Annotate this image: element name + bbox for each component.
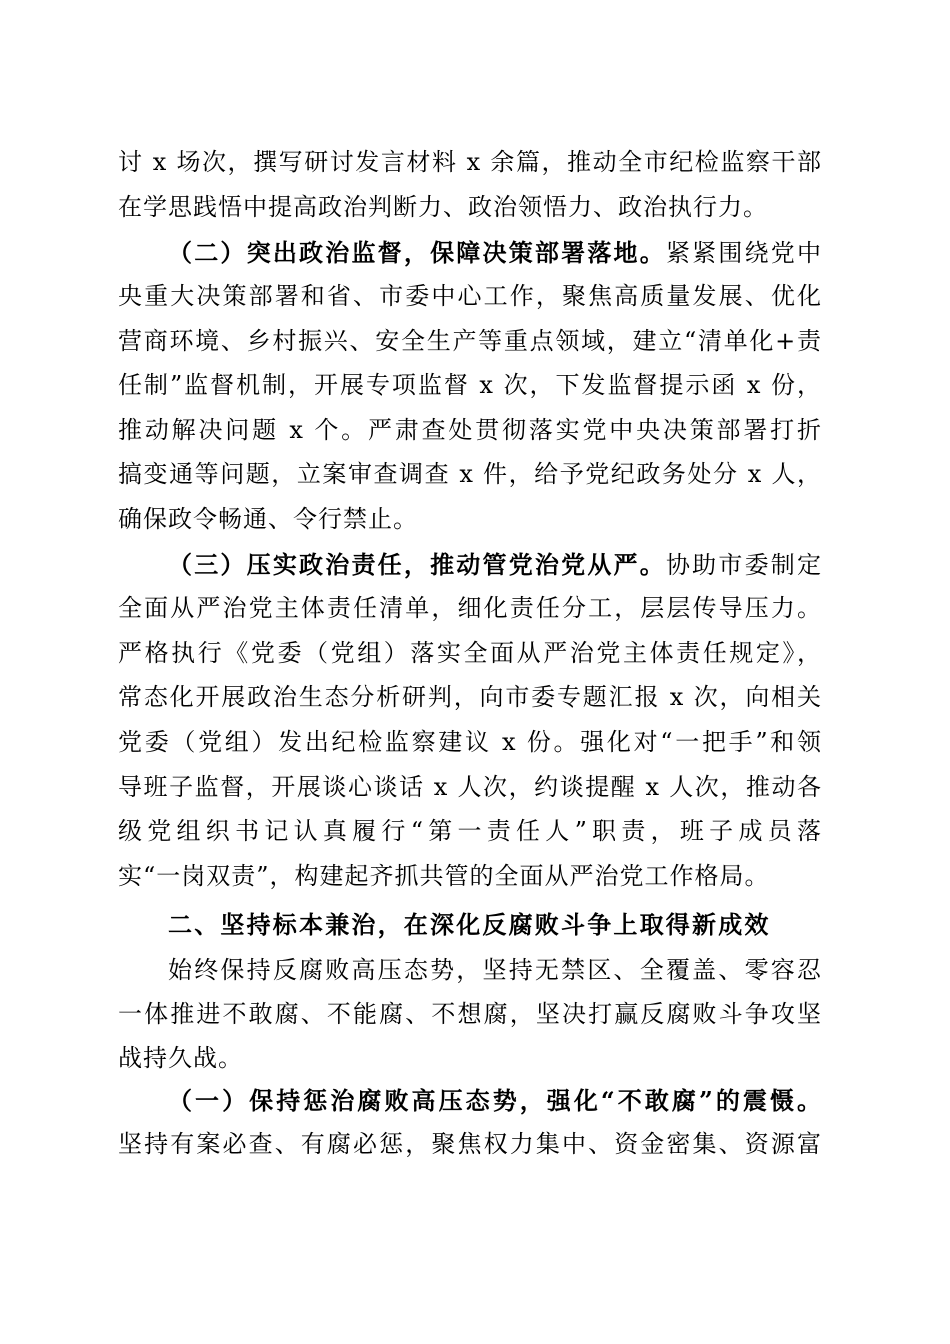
body-text: 协助市委制定 [665, 551, 822, 579]
body-line: 常态化开展政治生态分析研判，向市委专题汇报 x 次，向相关 [118, 683, 822, 711]
body-line: 搞变通等问题，立案审查调查 x 件，给予党纪政务处分 x 人， [118, 460, 822, 488]
body-line: 在学思践悟中提高政治判断力、政治领悟力、政治执行力。 [118, 193, 768, 221]
body-line: 全面从严治党主体责任清单，细化责任分工，层层传导压力。 [118, 594, 822, 622]
subsection-line [168, 542, 822, 587]
body-line: 实“一岗双责”，构建起齐抓共管的全面从严治党工作格局。 [118, 862, 770, 890]
body-line: 任制”监督机制，开展专项监督 x 次，下发监督提示函 x 份， [118, 371, 822, 399]
body-line: 一体推进不敢腐、不能腐、不想腐，坚决打赢反腐败斗争攻坚 [118, 1000, 822, 1028]
body-line: 党委（党组）发出纪检监察建议 x 份。强化对“一把手”和领 [118, 728, 822, 756]
body-line: 坚持有案必查、有腐必惩，聚焦权力集中、资金密集、资源富 [118, 1130, 822, 1158]
body-line: 营商环境、乡村振兴、安全生产等重点领域，建立“清单化+责 [118, 327, 822, 355]
subsection-heading: （三）压实政治责任，推动管党治党从严。 [168, 550, 666, 579]
section-heading: 二、坚持标本兼治，在深化反腐败斗争上取得新成效 [168, 911, 771, 939]
body-line: 导班子监督，开展谈心谈话 x 人次，约谈提醒 x 人次，推动各 [118, 773, 822, 801]
body-line: 严格执行《党委（党组）落实全面从严治党主体责任规定》， [118, 639, 822, 667]
body-text: 紧紧围绕党中 [665, 239, 822, 267]
body-line: 确保政令畅通、令行禁止。 [118, 505, 418, 533]
subsection-heading: （一）保持惩治腐败高压态势，强化“不敢腐”的震慑。 [168, 1086, 822, 1115]
body-line: 讨 x 场次，撰写研讨发言材料 x 余篇，推动全市纪检监察干部 [118, 148, 822, 176]
body-line: 推动解决问题 x 个。严肃查处贯彻落实党中央决策部署打折 [118, 416, 822, 444]
body-line: 始终保持反腐败高压态势，坚持无禁区、全覆盖、零容忍 [168, 956, 822, 984]
subsection-line [168, 230, 822, 275]
subsection-line [168, 1078, 822, 1123]
body-line: 战持久战。 [118, 1044, 243, 1072]
body-line: 级党组织书记认真履行“第一责任人”职责，班子成员落 [118, 817, 822, 845]
subsection-heading: （二）突出政治监督，保障决策部署落地。 [168, 238, 666, 267]
body-line: 央重大决策部署和省、市委中心工作，聚焦高质量发展、优化 [118, 282, 822, 310]
